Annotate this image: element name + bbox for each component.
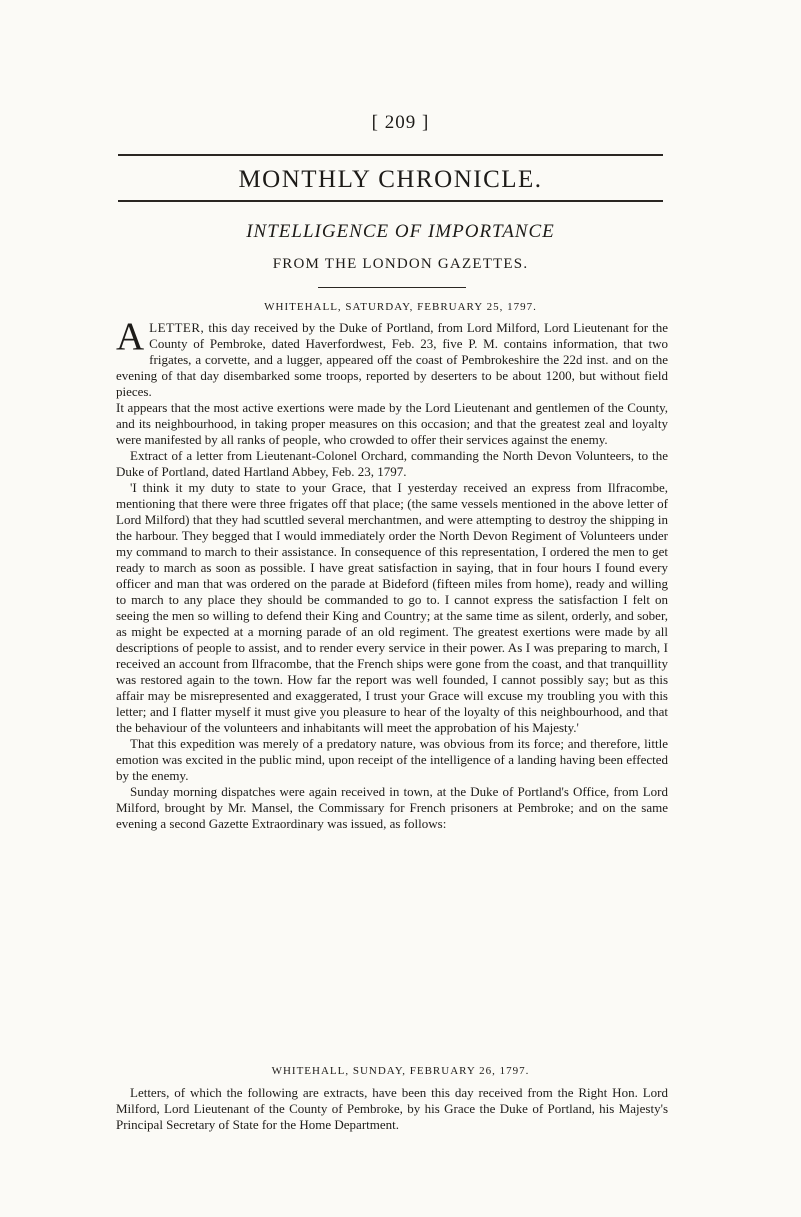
- section-rule: [318, 287, 466, 288]
- drop-cap: A: [116, 315, 145, 358]
- paragraph: It appears that the most active exertions were made by the Lord Lieutenant and gentlemen of the County, and its neighbourhood, in taking proper measures on this occasion; and that the greatest zeal and loyalty were manifested by all ranks of people, who crowded to offer their services against the enemy.: [116, 400, 668, 447]
- paragraph: That this expedition was merely of a predatory nature, was obvious from its force; and therefore, little emotion was excited in the public mind, upon receipt of the intelligence of a landing having been effected by the enemy.: [116, 736, 668, 783]
- paragraph: Letters, of which the following are extracts, have been this day received from the Right Hon. Lord Milford, Lord Lieutenant of the County of Pembroke, by his Grace the Duke of Portland, his Majesty's Principal Secretary of State for the Home Department.: [116, 1085, 668, 1132]
- masthead-title: MONTHLY CHRONICLE.: [238, 166, 543, 193]
- paragraph: Extract of a letter from Lieutenant-Colonel Orchard, commanding the North Devon Volunteers, to the Duke of Portland, dated Hartland Abbey, Feb. 23, 1797.: [116, 448, 668, 479]
- article-body: [116, 315, 668, 832]
- top-rule: [118, 154, 663, 156]
- dateline: WHITEHALL, SUNDAY, FEBRUARY 26, 1797.: [271, 1065, 530, 1077]
- dateline: WHITEHALL, SATURDAY, FEBRUARY 25, 1797.: [264, 301, 537, 313]
- article-subheadline: FROM THE LONDON GAZETTES.: [272, 256, 529, 272]
- article-body-continued: [116, 1085, 668, 1133]
- paragraph-text: this day received by the Duke of Portland, from Lord Milford, Lord Lieutenant for the County of Pembroke, dated Haverfordwest, Feb. 23, five P. M. contains information, that two frigates, a corvette, and a lugger, appeared off the coast of Pembrokeshire the 22d inst. and on the evening of that day disembarked some troops, reported by deserters to be about 1200, but without field pieces.: [116, 320, 668, 399]
- paragraph: [116, 315, 668, 400]
- masthead-rule: [118, 200, 663, 202]
- article-headline: INTELLIGENCE OF IMPORTANCE: [246, 221, 555, 242]
- page-number: [ 209 ]: [371, 112, 430, 133]
- lead-word: LETTER,: [149, 320, 205, 335]
- paragraph: Sunday morning dispatches were again received in town, at the Duke of Portland's Office, from Lord Milford, brought by Mr. Mansel, the Commissary for French prisoners at Pembroke; and on the same evening a second Gazette Extraordinary was issued, as follows:: [116, 784, 668, 831]
- quoted-letter: 'I think it my duty to state to your Grace, that I yesterday received an express from Ilfracombe, mentioning that there were three frigates off that place; (the same vessels mentioned in the above letter of Lord Milford) that they had scuttled several merchantmen, and were attempting to destroy the shipping in the harbour. They begged that I would immediately order the North Devon Regiment of Volunteers under my command to march to their assistance. In consequence of this representation, I ordered the men to get ready to march as soon as possible. I have great satisfaction in saying, that in four hours I found every officer and man that was ordered on the parade at Bideford (fifteen miles from home), ready and willing to march to any place they should be commanded to go to. I cannot express the satisfaction I felt on seeing the men so willing to defend their King and Country; at the same time as silent, orderly, and sober, as might be expected at a morning parade of an old regiment. The greatest exertions were made by all descriptions of people to assist, and to render every service in their power. As I was preparing to march, I received an account from Ilfracombe, that the French ships were gone from the coast, and that tranquillity was restored again to the town. How far the report was well founded, I cannot possibly say; but as this affair may be misrepresented and exaggerated, I trust your Grace will excuse my troubling you with this letter; and I flatter myself it must give you pleasure to hear of the loyalty of this neighbourhood, and that the behaviour of the volunteers and inhabitants will meet the approbation of his Majesty.': [116, 480, 668, 735]
